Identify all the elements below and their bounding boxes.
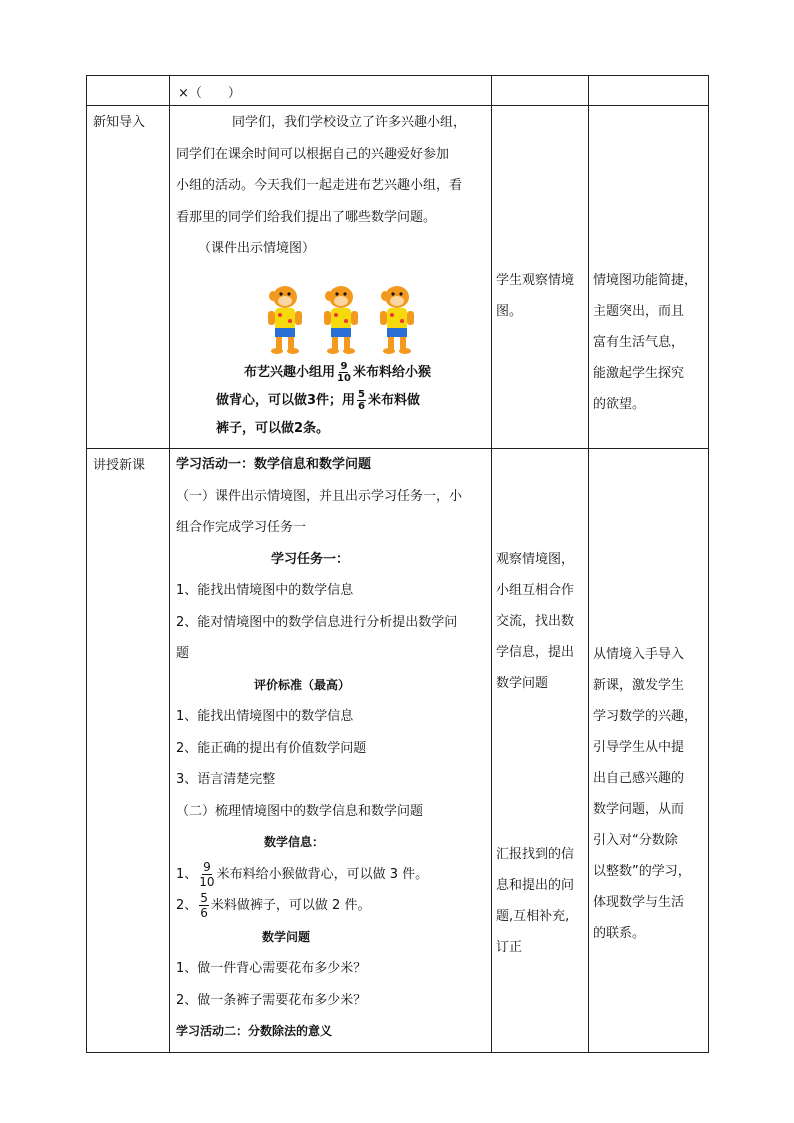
- teach-student-cell: [492, 449, 589, 1053]
- monkey-image: [316, 283, 366, 355]
- table-row: [87, 106, 709, 449]
- task-item: 2、能对情境图中的数学信息进行分析提出数学问: [176, 614, 458, 630]
- student-activity-line: 观察情境图，: [496, 552, 575, 567]
- intent-line: 新课，激发学生: [593, 678, 685, 693]
- scene-caption: 做背心，可以做3件；用 $\frac{5}{6}$ 米布料做: [216, 388, 421, 412]
- row0-text: ×（ ）: [178, 86, 241, 101]
- math-question-item: 2、做一条裤子需要花布多少米？: [176, 992, 367, 1008]
- lesson-plan-table: [86, 75, 709, 1053]
- student-activity-line: 学生观察情境: [496, 273, 575, 288]
- fraction: $\frac{5}{6}$: [200, 891, 208, 920]
- student-activity-line: 题,互相补充,: [496, 909, 570, 924]
- intent-line: 的联系。: [593, 926, 646, 941]
- student-activity-line: 小组互相合作: [496, 583, 575, 598]
- row0-content-cell: [170, 76, 492, 106]
- criteria-item: 3、语言清楚完整: [176, 772, 276, 787]
- monkey-image: [260, 283, 310, 355]
- scene-caption: 布艺兴趣小组用 $\frac{9}{10}$ 米布料给小猴: [244, 360, 431, 384]
- student-activity-line: 交流，找出数: [496, 614, 575, 629]
- teach-content-cell: [170, 449, 492, 1053]
- activity-two-title: 学习活动二：分数除法的意义: [176, 1024, 333, 1038]
- math-info-item: 1、 $\frac{9}{10}$ 米布料给小猴做背心，可以做 3 件。: [176, 859, 429, 889]
- intent-line: 数学问题，从而: [593, 802, 685, 817]
- intent-line: 引导学生从中提: [593, 740, 685, 755]
- row0-student-cell: [492, 76, 589, 106]
- student-activity-line: 汇报找到的信: [496, 847, 575, 862]
- student-activity-line: 学信息，提出: [496, 645, 575, 660]
- intro-line: 同学们，我们学校设立了许多兴趣小组，: [232, 115, 467, 130]
- intent-line: 出自己感兴趣的: [593, 771, 685, 786]
- question-title: 数学问题: [262, 929, 311, 944]
- intro-content-cell: [170, 106, 492, 449]
- step-one-line: （一）课件出示情境图，并且出示学习任务一，小: [176, 488, 463, 504]
- table-row: [87, 76, 709, 106]
- criteria-item: 1、能找出情境图中的数学信息: [176, 709, 354, 724]
- intent-line: 能激起学生探究: [593, 366, 685, 381]
- criteria-title: 评价标准（最高）: [254, 677, 351, 692]
- table-row: [87, 449, 709, 1053]
- intent-line: 体现数学与生活: [593, 895, 685, 910]
- intent-line: 引入对“分数除: [593, 833, 678, 848]
- fraction: $\frac{9}{10}$: [337, 360, 351, 384]
- task-item: 1、能找出情境图中的数学信息: [176, 583, 354, 598]
- scene-illustration: [176, 271, 485, 355]
- task-one-title: 学习任务一：: [271, 551, 350, 567]
- monkey-image: [372, 283, 422, 355]
- student-activity-line: 数学问题: [496, 676, 549, 691]
- student-activity-line: 订正: [496, 940, 523, 955]
- student-activity-line: 图。: [496, 304, 523, 319]
- intro-line: 看那里的同学们给我们提出了哪些数学问题。: [176, 209, 437, 225]
- fraction: $\frac{5}{6}$: [358, 388, 366, 412]
- intro-intent-cell: [589, 106, 709, 449]
- math-question-item: 1、做一件背心需要花布多少米？: [176, 961, 367, 976]
- intro-line: 同学们在课余时间可以根据自己的兴趣爱好参加: [176, 146, 450, 162]
- teach-label-cell: [87, 449, 170, 1053]
- intent-line: 的欲望。: [593, 397, 646, 412]
- criteria-item: 2、能正确的提出有价值数学问题: [176, 740, 367, 756]
- intent-line: 从情境入手导入: [593, 647, 685, 662]
- intro-student-cell: [492, 106, 589, 449]
- row0-intent-cell: [589, 76, 709, 106]
- intent-line: 学习数学的兴趣，: [593, 709, 698, 724]
- intro-label: 新知导入: [93, 115, 146, 130]
- intent-line: 以整数”的学习，: [593, 864, 691, 879]
- math-info-item: 2、 $\frac{5}{6}$ 米料做裤子，可以做 2 件。: [176, 891, 371, 920]
- teach-intent-cell: [589, 449, 709, 1053]
- scene-caption: 裤子，可以做2条。: [216, 420, 330, 436]
- intent-line: 情境图功能简捷，: [593, 273, 698, 288]
- student-activity-line: 息和提出的问: [496, 878, 575, 893]
- intro-label-cell: [87, 106, 170, 449]
- teach-label: 讲授新课: [93, 458, 146, 473]
- activity-one-title: 学习活动一：数学信息和数学问题: [176, 457, 372, 472]
- intent-line: 富有生活气息，: [593, 335, 685, 350]
- courseware-note: （课件出示情境图）: [198, 241, 316, 256]
- step-one-line: 组合作完成学习任务一: [176, 520, 307, 535]
- task-item: 题: [176, 646, 190, 661]
- row0-label-cell: [87, 76, 170, 106]
- fraction: $\frac{9}{10}$: [199, 859, 215, 889]
- step-two-line: （二）梳理情境图中的数学信息和数学问题: [176, 803, 424, 819]
- info-title: 数学信息：: [264, 835, 325, 849]
- intent-line: 主题突出，而且: [593, 304, 685, 319]
- intro-line: 小组的活动。今天我们一起走进布艺兴趣小组，看: [176, 178, 463, 193]
- intro-paragraph: [176, 107, 485, 233]
